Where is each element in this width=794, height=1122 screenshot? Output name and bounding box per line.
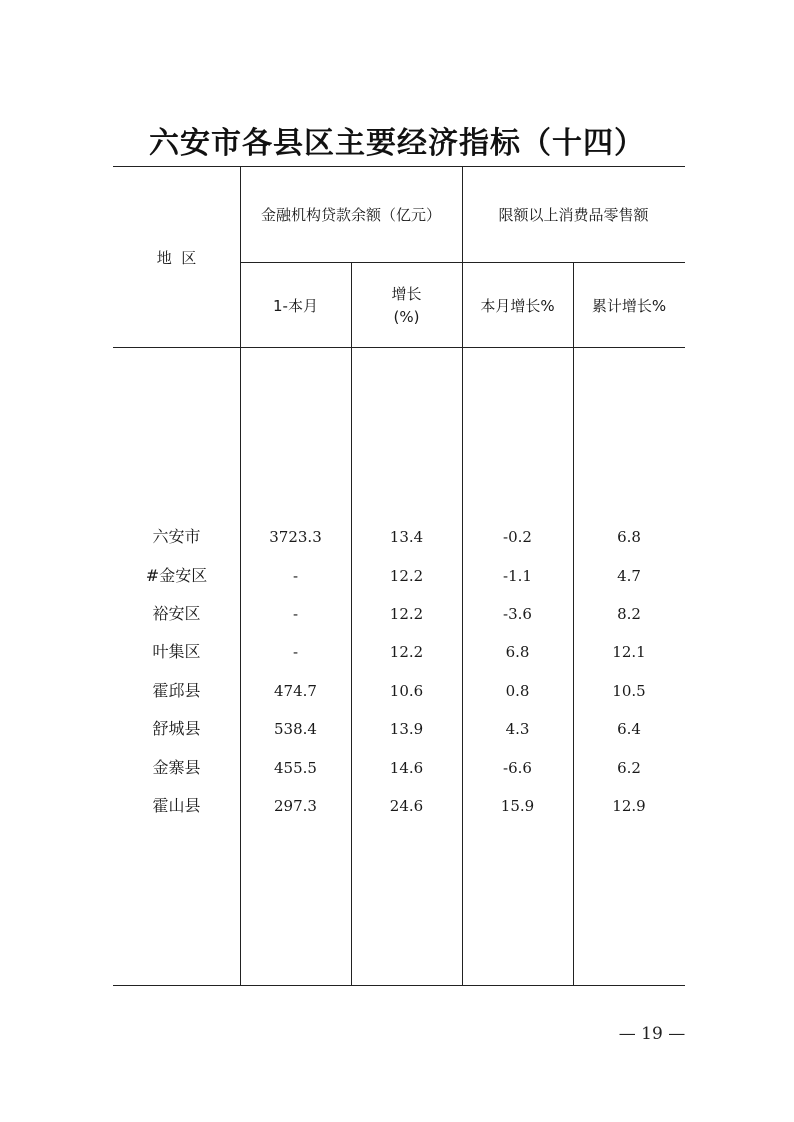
region-name: 裕安区 (152, 604, 201, 623)
header-bottom-rule (113, 347, 685, 348)
loans-value: - (292, 643, 299, 661)
region-name: 金寨县 (152, 758, 201, 777)
loans-growth: 10.6 (389, 682, 424, 700)
header-retail-cumulative: 累计增长% (591, 297, 667, 315)
header-group-loans: 金融机构贷款余额（亿元） (260, 206, 441, 224)
loans-growth: 24.6 (389, 797, 424, 815)
region-name: #金安区 (145, 566, 208, 585)
retail-month-growth: 6.8 (505, 643, 530, 661)
region-name: 霍邱县 (152, 681, 201, 700)
loans-growth: 13.9 (389, 720, 424, 738)
header-loans-growth: 增长 (391, 285, 422, 303)
retail-month-growth: 0.8 (505, 682, 530, 700)
retail-cumulative-growth: 8.2 (617, 605, 641, 623)
retail-cumulative-growth: 4.7 (617, 567, 641, 585)
region-name: 霍山县 (152, 796, 201, 815)
loans-growth: 12.2 (389, 605, 424, 623)
retail-month-growth: -0.2 (503, 528, 532, 546)
table-bottom-rule (113, 985, 685, 986)
retail-cumulative-growth: 12.9 (612, 797, 646, 815)
header-loans-value: 1-本月 (273, 297, 318, 315)
loans-growth: 14.6 (389, 759, 424, 777)
region-name: 叶集区 (152, 642, 201, 661)
loans-value: 3723.3 (269, 528, 322, 546)
loans-value: 538.4 (274, 720, 317, 738)
header-retail-month: 本月增长% (480, 297, 555, 315)
retail-cumulative-growth: 10.5 (612, 682, 646, 700)
header-group-retail: 限额以上消费品零售额 (498, 206, 649, 224)
loans-growth: 13.4 (389, 528, 424, 546)
retail-month-growth: 15.9 (500, 797, 535, 815)
retail-month-growth: -1.1 (503, 567, 532, 585)
loans-value: - (292, 605, 299, 623)
table-top-rule (113, 166, 685, 167)
retail-cumulative-growth: 6.8 (617, 528, 641, 546)
region-name: 六安市 (152, 527, 201, 546)
loans-value: - (292, 567, 299, 585)
retail-month-growth: -3.6 (503, 605, 532, 623)
loans-growth: 12.2 (389, 567, 424, 585)
retail-cumulative-growth: 6.4 (617, 720, 641, 738)
page-title: 六安市各县区主要经济指标（十四） (149, 126, 645, 161)
loans-value: 297.3 (274, 797, 317, 815)
retail-month-growth: 4.3 (505, 720, 530, 738)
retail-month-growth: -6.6 (503, 759, 532, 777)
region-name: 舒城县 (152, 719, 201, 738)
retail-cumulative-growth: 12.1 (612, 643, 646, 661)
loans-value: 474.7 (274, 682, 317, 700)
page-number: — 19 — (618, 1024, 686, 1044)
header-loans-growth-unit: (%) (393, 308, 420, 326)
loans-value: 455.5 (274, 759, 317, 777)
loans-growth: 12.2 (389, 643, 424, 661)
header-region: 地 区 (156, 249, 197, 267)
retail-cumulative-growth: 6.2 (617, 759, 641, 777)
